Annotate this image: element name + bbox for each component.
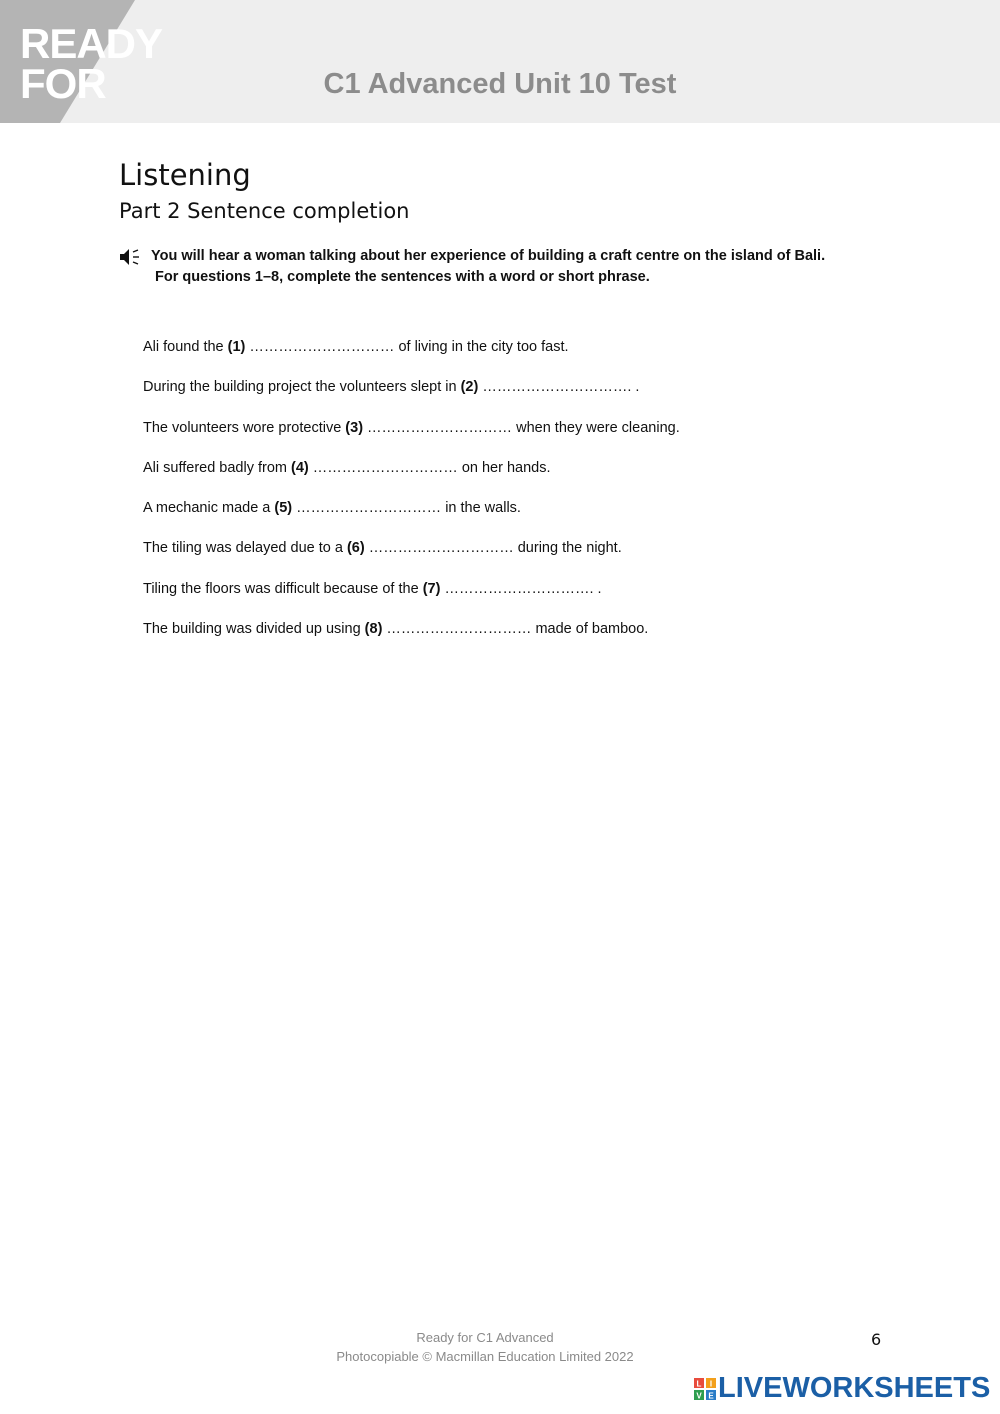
question-text: The tiling was delayed due to a <box>143 540 347 557</box>
question-text: Tiling the floors was difficult because of the <box>143 580 423 597</box>
answer-gap[interactable]: ………………………… <box>363 419 517 436</box>
question-text: During the building project the volunteers slept in <box>143 379 461 396</box>
question-text: of living in the city too fast. <box>398 339 569 355</box>
question-number: (2) <box>460 379 479 396</box>
speaker-icon <box>119 248 141 266</box>
question-number: (1) <box>227 339 246 355</box>
footer-line: Photocopiable © Macmillan Education Limited 2022 <box>336 1349 634 1364</box>
question-item <box>143 418 680 458</box>
question-text: Ali found the <box>143 339 228 355</box>
page-number: 6 <box>871 1330 882 1349</box>
part-title: Part 2 Sentence completion <box>119 199 410 223</box>
answer-gap[interactable]: ………………………… <box>364 540 518 557</box>
question-text: on her hands. <box>461 459 551 476</box>
answer-gap[interactable]: …………………………. <box>440 580 598 597</box>
instruction-line: You will hear a woman talking about her experience of building a craft centre on the island of Bali. <box>151 248 826 264</box>
answer-gap[interactable]: ………………………… <box>292 500 446 517</box>
answer-gap[interactable]: ………………………… <box>382 621 536 638</box>
question-item <box>143 538 680 578</box>
question-text: . <box>635 379 640 396</box>
question-item <box>143 498 680 538</box>
question-text: when they were cleaning. <box>516 419 680 436</box>
question-number: (6) <box>346 540 365 557</box>
svg-text:FOR: FOR <box>20 60 106 107</box>
section-title: Listening <box>119 158 251 192</box>
instruction-line: For questions 1–8, complete the sentences with a word or short phrase. <box>155 269 650 285</box>
grid-letter: V <box>696 1391 702 1400</box>
question-number: (8) <box>364 621 383 638</box>
question-item <box>143 619 680 659</box>
ready-for-logo <box>0 0 170 123</box>
answer-gap[interactable]: …………………………. <box>478 379 636 396</box>
question-text: in the walls. <box>445 500 521 517</box>
question-text: The volunteers wore protective <box>143 419 346 436</box>
liveworksheets-text: LIVEWORKSHEETS <box>718 1372 991 1404</box>
question-item <box>143 337 680 377</box>
footer <box>0 1328 970 1366</box>
svg-text:READY: READY <box>20 20 163 67</box>
grid-letter: E <box>708 1391 714 1400</box>
grid-letter: I <box>709 1379 713 1389</box>
question-text: during the night. <box>517 540 622 557</box>
question-item <box>143 579 680 619</box>
footer-line: Ready for C1 Advanced <box>416 1330 554 1345</box>
question-item <box>143 458 680 498</box>
question-text: A mechanic made a <box>143 500 275 517</box>
question-text: made of bamboo. <box>535 621 649 638</box>
question-text: . <box>597 580 602 597</box>
question-number: (7) <box>422 580 441 597</box>
question-item <box>143 377 680 417</box>
question-number: (5) <box>274 500 293 517</box>
question-text: Ali suffered badly from <box>143 459 292 476</box>
page-title: C1 Advanced Unit 10 Test <box>323 68 677 100</box>
liveworksheets-grid-icon <box>694 1378 716 1400</box>
question-number: (4) <box>291 459 309 476</box>
grid-letter: L <box>696 1379 702 1389</box>
question-text: The building was divided up using <box>143 621 365 638</box>
answer-gap[interactable]: ………………………… <box>245 339 399 355</box>
question-number: (3) <box>345 419 364 436</box>
question-list <box>143 337 680 659</box>
answer-gap[interactable]: ………………………… <box>308 459 462 476</box>
